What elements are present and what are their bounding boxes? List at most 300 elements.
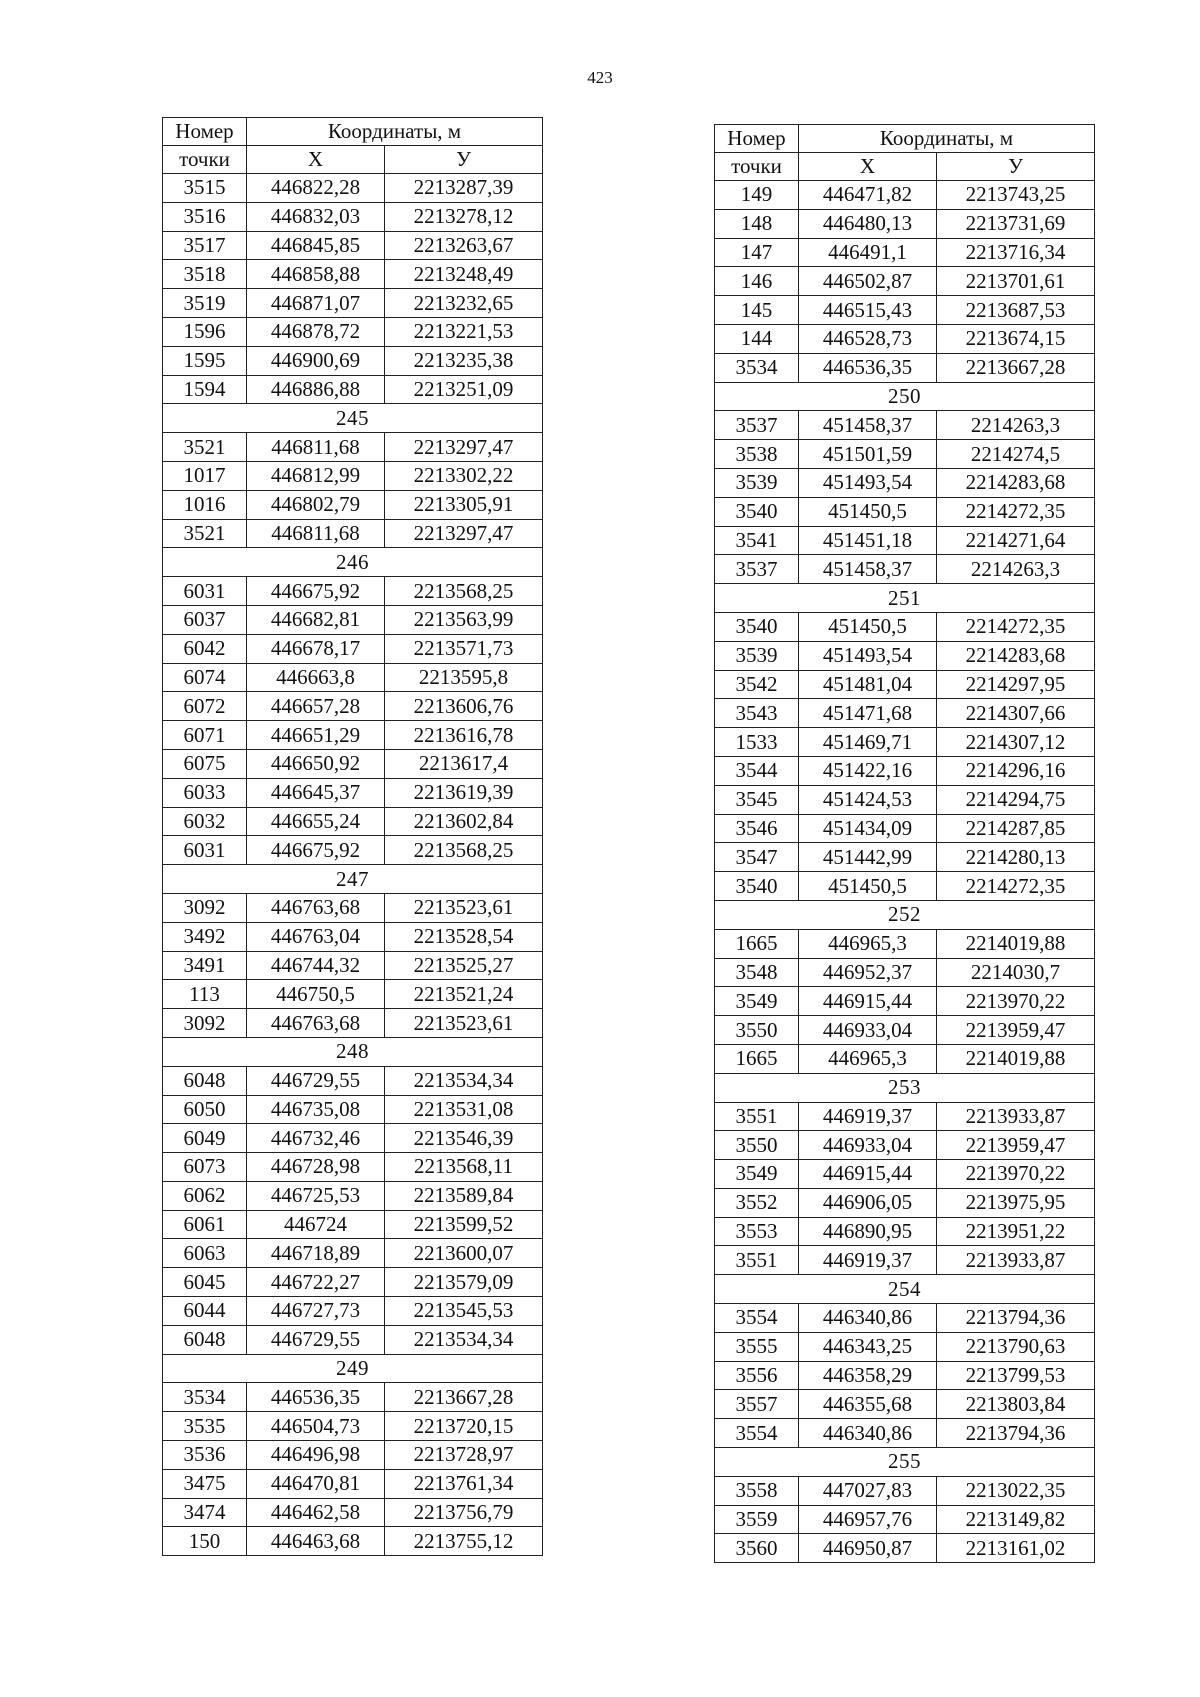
- table-row: [163, 778, 543, 807]
- table-row: [715, 872, 1095, 901]
- x-coordinate-cell: 446965,3: [799, 1044, 937, 1073]
- x-coordinate-cell: 446675,92: [247, 836, 385, 865]
- y-coordinate-cell: 2214296,16: [937, 756, 1095, 785]
- coordinates-table-right: [714, 124, 1095, 1563]
- table-row: [715, 756, 1095, 785]
- point-number-cell: 3551: [715, 1246, 799, 1275]
- point-number-cell: 3521: [163, 433, 247, 462]
- section-row: [715, 900, 1095, 929]
- point-number-cell: 6074: [163, 663, 247, 692]
- y-coordinate-cell: 2213667,28: [385, 1383, 543, 1412]
- coordinates-header: Координаты, м: [799, 125, 1095, 153]
- y-coordinate-cell: 2213579,09: [385, 1268, 543, 1297]
- x-coordinate-cell: 451458,37: [799, 555, 937, 584]
- table-row: [715, 526, 1095, 555]
- table-row: [163, 1527, 543, 1556]
- point-number-cell: 3547: [715, 843, 799, 872]
- y-coordinate-cell: 2214019,88: [937, 929, 1095, 958]
- y-coordinate-cell: 2213933,87: [937, 1102, 1095, 1131]
- table-row: [715, 843, 1095, 872]
- y-column-header: У: [385, 146, 543, 174]
- y-coordinate-cell: 2213959,47: [937, 1016, 1095, 1045]
- x-coordinate-cell: 446915,44: [799, 987, 937, 1016]
- y-coordinate-cell: 2213221,53: [385, 317, 543, 346]
- x-coordinate-cell: 446802,79: [247, 490, 385, 519]
- table-row: [163, 1095, 543, 1124]
- table-row: [715, 929, 1095, 958]
- table-row: [715, 1419, 1095, 1448]
- y-coordinate-cell: 2213756,79: [385, 1498, 543, 1527]
- y-coordinate-cell: 2213599,52: [385, 1210, 543, 1239]
- x-coordinate-cell: 446528,73: [799, 324, 937, 353]
- x-coordinate-cell: 446919,37: [799, 1102, 937, 1131]
- table-row: [163, 1066, 543, 1095]
- table-row: [163, 1239, 543, 1268]
- y-coordinate-cell: 2213568,25: [385, 577, 543, 606]
- table-row: [163, 1498, 543, 1527]
- x-coordinate-cell: 446491,1: [799, 238, 937, 267]
- x-coordinate-cell: 446845,85: [247, 231, 385, 260]
- y-coordinate-cell: 2213667,28: [937, 353, 1095, 382]
- table-row: [163, 346, 543, 375]
- y-coordinate-cell: 2213545,53: [385, 1297, 543, 1326]
- table-row: [715, 1361, 1095, 1390]
- table-row: [163, 289, 543, 318]
- point-number-cell: 145: [715, 296, 799, 325]
- point-number-cell: 6042: [163, 634, 247, 663]
- point-number-header: Номер: [715, 125, 799, 153]
- section-number: 247: [163, 865, 543, 894]
- coordinates-header: Координаты, м: [247, 118, 543, 146]
- y-coordinate-cell: 2213248,49: [385, 260, 543, 289]
- section-number: 249: [163, 1354, 543, 1383]
- y-coordinate-cell: 2213302,22: [385, 461, 543, 490]
- point-number-cell: 3545: [715, 785, 799, 814]
- y-coordinate-cell: 2213528,54: [385, 922, 543, 951]
- section-number: 251: [715, 584, 1095, 613]
- point-number-cell: 6037: [163, 605, 247, 634]
- table-row: [715, 1476, 1095, 1505]
- y-coordinate-cell: 2214019,88: [937, 1044, 1095, 1073]
- table-row: [715, 353, 1095, 382]
- x-coordinate-cell: 446536,35: [247, 1383, 385, 1412]
- table-row: [163, 980, 543, 1009]
- x-coordinate-cell: 446355,68: [799, 1390, 937, 1419]
- point-number-cell: 3554: [715, 1304, 799, 1333]
- y-coordinate-cell: 2213959,47: [937, 1131, 1095, 1160]
- point-number-cell: 3517: [163, 231, 247, 260]
- x-coordinate-cell: 451450,5: [799, 872, 937, 901]
- x-coordinate-cell: 446950,87: [799, 1534, 937, 1563]
- point-number-cell: 147: [715, 238, 799, 267]
- point-number-cell: 3550: [715, 1016, 799, 1045]
- point-number-cell: 6044: [163, 1297, 247, 1326]
- x-coordinate-cell: 446858,88: [247, 260, 385, 289]
- x-coordinate-cell: 446952,37: [799, 958, 937, 987]
- y-coordinate-cell: 2213602,84: [385, 807, 543, 836]
- y-coordinate-cell: 2213951,22: [937, 1217, 1095, 1246]
- table-row: [715, 209, 1095, 238]
- point-number-cell: 3535: [163, 1412, 247, 1441]
- y-coordinate-cell: 2214272,35: [937, 497, 1095, 526]
- x-coordinate-cell: 446812,99: [247, 461, 385, 490]
- table-row: [715, 1044, 1095, 1073]
- x-coordinate-cell: 446906,05: [799, 1188, 937, 1217]
- table-row: [163, 692, 543, 721]
- table-row: [163, 174, 543, 203]
- y-coordinate-cell: 2213568,11: [385, 1153, 543, 1182]
- table-row: [163, 260, 543, 289]
- point-number-cell: 1595: [163, 346, 247, 375]
- x-coordinate-cell: 446933,04: [799, 1131, 937, 1160]
- table-row: [715, 468, 1095, 497]
- y-coordinate-cell: 2213794,36: [937, 1304, 1095, 1333]
- y-coordinate-cell: 2213728,97: [385, 1441, 543, 1470]
- table-row: [715, 670, 1095, 699]
- x-coordinate-cell: 446957,76: [799, 1505, 937, 1534]
- y-coordinate-cell: 2214283,68: [937, 641, 1095, 670]
- y-coordinate-cell: 2213761,34: [385, 1469, 543, 1498]
- point-number-cell: 1594: [163, 375, 247, 404]
- y-coordinate-cell: 2213571,73: [385, 634, 543, 663]
- section-row: [163, 404, 543, 433]
- table-row: [715, 1217, 1095, 1246]
- x-coordinate-cell: 446340,86: [799, 1419, 937, 1448]
- point-number-cell: 3544: [715, 756, 799, 785]
- x-coordinate-cell: 446536,35: [799, 353, 937, 382]
- point-number-cell: 3475: [163, 1469, 247, 1498]
- table-row: [715, 612, 1095, 641]
- table-row: [163, 1297, 543, 1326]
- y-coordinate-cell: 2214280,13: [937, 843, 1095, 872]
- y-coordinate-cell: 2213970,22: [937, 1160, 1095, 1189]
- y-coordinate-cell: 2214272,35: [937, 612, 1095, 641]
- table-header: [715, 125, 1095, 181]
- table-row: [715, 1332, 1095, 1361]
- table-row: [715, 296, 1095, 325]
- point-number-cell: 3491: [163, 951, 247, 980]
- x-coordinate-cell: 446682,81: [247, 605, 385, 634]
- x-coordinate-cell: 446675,92: [247, 577, 385, 606]
- table-row: [715, 181, 1095, 210]
- table-row: [715, 1534, 1095, 1563]
- x-coordinate-cell: 451471,68: [799, 699, 937, 728]
- point-number-cell: 6063: [163, 1239, 247, 1268]
- table-row: [163, 433, 543, 462]
- table-row: [163, 519, 543, 548]
- point-number-subheader: точки: [715, 153, 799, 181]
- x-coordinate-cell: 446470,81: [247, 1469, 385, 1498]
- point-number-header: Номер: [163, 118, 247, 146]
- x-coordinate-cell: 446915,44: [799, 1160, 937, 1189]
- table-row: [163, 663, 543, 692]
- y-coordinate-cell: 2214307,66: [937, 699, 1095, 728]
- x-coordinate-cell: 446900,69: [247, 346, 385, 375]
- table-row: [715, 1016, 1095, 1045]
- point-number-cell: 3516: [163, 202, 247, 231]
- table-row: [163, 807, 543, 836]
- y-coordinate-cell: 2213523,61: [385, 1009, 543, 1038]
- x-coordinate-cell: 446471,82: [799, 181, 937, 210]
- table-row: [715, 785, 1095, 814]
- table-row: [163, 375, 543, 404]
- x-coordinate-cell: 446343,25: [799, 1332, 937, 1361]
- table-row: [715, 1102, 1095, 1131]
- y-coordinate-cell: 2213546,39: [385, 1124, 543, 1153]
- x-coordinate-cell: 451424,53: [799, 785, 937, 814]
- y-coordinate-cell: 2213297,47: [385, 433, 543, 462]
- y-coordinate-cell: 2213251,09: [385, 375, 543, 404]
- x-coordinate-cell: 451458,37: [799, 411, 937, 440]
- x-coordinate-cell: 446728,98: [247, 1153, 385, 1182]
- table-row: [163, 634, 543, 663]
- point-number-cell: 3521: [163, 519, 247, 548]
- table-row: [715, 641, 1095, 670]
- y-coordinate-cell: 2213674,15: [937, 324, 1095, 353]
- x-coordinate-cell: 451501,59: [799, 440, 937, 469]
- point-number-cell: 1596: [163, 317, 247, 346]
- y-coordinate-cell: 2213568,25: [385, 836, 543, 865]
- table-row: [715, 1304, 1095, 1333]
- point-number-cell: 1665: [715, 1044, 799, 1073]
- table-row: [715, 958, 1095, 987]
- x-coordinate-cell: 446732,46: [247, 1124, 385, 1153]
- point-number-cell: 3092: [163, 1009, 247, 1038]
- section-row: [715, 1073, 1095, 1102]
- table-header: [163, 118, 543, 174]
- table-row: [163, 577, 543, 606]
- section-number: 252: [715, 900, 1095, 929]
- point-number-subheader: точки: [163, 146, 247, 174]
- point-number-cell: 3537: [715, 411, 799, 440]
- section-number: 248: [163, 1037, 543, 1066]
- y-coordinate-cell: 2213287,39: [385, 174, 543, 203]
- point-number-cell: 3092: [163, 893, 247, 922]
- x-coordinate-cell: 446496,98: [247, 1441, 385, 1470]
- y-coordinate-cell: 2214272,35: [937, 872, 1095, 901]
- point-number-cell: 6048: [163, 1325, 247, 1354]
- y-coordinate-cell: 2214030,7: [937, 958, 1095, 987]
- table-row: [715, 555, 1095, 584]
- table-row: [163, 461, 543, 490]
- table-row: [715, 324, 1095, 353]
- table-body: [715, 181, 1095, 1563]
- point-number-cell: 6050: [163, 1095, 247, 1124]
- section-row: [163, 548, 543, 577]
- table-row: [715, 699, 1095, 728]
- table-row: [163, 1412, 543, 1441]
- x-coordinate-cell: 446811,68: [247, 519, 385, 548]
- point-number-cell: 3492: [163, 922, 247, 951]
- x-coordinate-cell: 446724: [247, 1210, 385, 1239]
- point-number-cell: 3557: [715, 1390, 799, 1419]
- x-coordinate-cell: 451481,04: [799, 670, 937, 699]
- table-row: [715, 1390, 1095, 1419]
- point-number-cell: 6045: [163, 1268, 247, 1297]
- table-row: [163, 1383, 543, 1412]
- y-coordinate-cell: 2214287,85: [937, 814, 1095, 843]
- section-number: 254: [715, 1275, 1095, 1304]
- point-number-cell: 6061: [163, 1210, 247, 1239]
- y-coordinate-cell: 2213600,07: [385, 1239, 543, 1268]
- section-row: [163, 1354, 543, 1383]
- x-coordinate-cell: 446878,72: [247, 317, 385, 346]
- x-coordinate-cell: 446763,68: [247, 1009, 385, 1038]
- x-coordinate-cell: 451434,09: [799, 814, 937, 843]
- point-number-cell: 3555: [715, 1332, 799, 1361]
- y-coordinate-cell: 2213534,34: [385, 1325, 543, 1354]
- x-coordinate-cell: 446763,04: [247, 922, 385, 951]
- section-row: [163, 1037, 543, 1066]
- y-coordinate-cell: 2213523,61: [385, 893, 543, 922]
- table-row: [163, 1009, 543, 1038]
- x-coordinate-cell: 451451,18: [799, 526, 937, 555]
- y-coordinate-cell: 2213521,24: [385, 980, 543, 1009]
- x-coordinate-cell: 446657,28: [247, 692, 385, 721]
- y-coordinate-cell: 2213278,12: [385, 202, 543, 231]
- x-coordinate-cell: 446340,86: [799, 1304, 937, 1333]
- x-column-header: Х: [799, 153, 937, 181]
- x-coordinate-cell: 446678,17: [247, 634, 385, 663]
- x-coordinate-cell: 447027,83: [799, 1476, 937, 1505]
- y-coordinate-cell: 2213933,87: [937, 1246, 1095, 1275]
- x-coordinate-cell: 451450,5: [799, 497, 937, 526]
- table-row: [163, 605, 543, 634]
- x-coordinate-cell: 446663,8: [247, 663, 385, 692]
- y-coordinate-cell: 2213687,53: [937, 296, 1095, 325]
- x-coordinate-cell: 446718,89: [247, 1239, 385, 1268]
- x-coordinate-cell: 446651,29: [247, 721, 385, 750]
- y-coordinate-cell: 2213701,61: [937, 267, 1095, 296]
- point-number-cell: 6048: [163, 1066, 247, 1095]
- y-coordinate-cell: 2213755,12: [385, 1527, 543, 1556]
- y-coordinate-cell: 2213799,53: [937, 1361, 1095, 1390]
- point-number-cell: 6032: [163, 807, 247, 836]
- x-coordinate-cell: 446763,68: [247, 893, 385, 922]
- y-coordinate-cell: 2214263,3: [937, 411, 1095, 440]
- point-number-cell: 6071: [163, 721, 247, 750]
- section-row: [715, 382, 1095, 411]
- y-coordinate-cell: 2214271,64: [937, 526, 1095, 555]
- point-number-cell: 6062: [163, 1181, 247, 1210]
- x-coordinate-cell: 446919,37: [799, 1246, 937, 1275]
- x-coordinate-cell: 451493,54: [799, 641, 937, 670]
- point-number-cell: 3546: [715, 814, 799, 843]
- table-row: [163, 1124, 543, 1153]
- point-number-cell: 3474: [163, 1498, 247, 1527]
- y-coordinate-cell: 2213263,67: [385, 231, 543, 260]
- y-coordinate-cell: 2213531,08: [385, 1095, 543, 1124]
- table-row: [715, 440, 1095, 469]
- y-coordinate-cell: 2213235,38: [385, 346, 543, 375]
- table-row: [715, 238, 1095, 267]
- x-coordinate-cell: 446744,32: [247, 951, 385, 980]
- table-row: [715, 814, 1095, 843]
- section-row: [163, 865, 543, 894]
- section-row: [715, 1448, 1095, 1477]
- point-number-cell: 3558: [715, 1476, 799, 1505]
- y-coordinate-cell: 2214297,95: [937, 670, 1095, 699]
- point-number-cell: 3560: [715, 1534, 799, 1563]
- y-coordinate-cell: 2214294,75: [937, 785, 1095, 814]
- y-coordinate-cell: 2213619,39: [385, 778, 543, 807]
- point-number-cell: 3540: [715, 872, 799, 901]
- x-coordinate-cell: 446722,27: [247, 1268, 385, 1297]
- y-coordinate-cell: 2213794,36: [937, 1419, 1095, 1448]
- point-number-cell: 3548: [715, 958, 799, 987]
- x-coordinate-cell: 446727,73: [247, 1297, 385, 1326]
- y-coordinate-cell: 2214283,68: [937, 468, 1095, 497]
- y-coordinate-cell: 2213022,35: [937, 1476, 1095, 1505]
- x-coordinate-cell: 451450,5: [799, 612, 937, 641]
- table-body: [163, 174, 543, 1556]
- point-number-cell: 150: [163, 1527, 247, 1556]
- x-coordinate-cell: 446890,95: [799, 1217, 937, 1246]
- y-coordinate-cell: 2214274,5: [937, 440, 1095, 469]
- y-coordinate-cell: 2213149,82: [937, 1505, 1095, 1534]
- table-row: [163, 490, 543, 519]
- table-row: [715, 1246, 1095, 1275]
- point-number-cell: 1017: [163, 461, 247, 490]
- point-number-cell: 146: [715, 267, 799, 296]
- point-number-cell: 3554: [715, 1419, 799, 1448]
- point-number-cell: 3541: [715, 526, 799, 555]
- table-row: [715, 1160, 1095, 1189]
- table-row: [163, 749, 543, 778]
- x-coordinate-cell: 446965,3: [799, 929, 937, 958]
- point-number-cell: 3538: [715, 440, 799, 469]
- x-coordinate-cell: 446645,37: [247, 778, 385, 807]
- point-number-cell: 3537: [715, 555, 799, 584]
- x-coordinate-cell: 446933,04: [799, 1016, 937, 1045]
- point-number-cell: 6031: [163, 836, 247, 865]
- y-coordinate-cell: 2213305,91: [385, 490, 543, 519]
- x-coordinate-cell: 446480,13: [799, 209, 937, 238]
- point-number-cell: 3534: [163, 1383, 247, 1412]
- point-number-cell: 3542: [715, 670, 799, 699]
- table-row: [163, 1268, 543, 1297]
- y-coordinate-cell: 2213720,15: [385, 1412, 543, 1441]
- y-coordinate-cell: 2213975,95: [937, 1188, 1095, 1217]
- x-coordinate-cell: 446358,29: [799, 1361, 937, 1390]
- table-row: [715, 411, 1095, 440]
- section-number: 250: [715, 382, 1095, 411]
- x-coordinate-cell: 446463,68: [247, 1527, 385, 1556]
- x-coordinate-cell: 446462,58: [247, 1498, 385, 1527]
- y-coordinate-cell: 2213803,84: [937, 1390, 1095, 1419]
- point-number-cell: 113: [163, 980, 247, 1009]
- y-coordinate-cell: 2213595,8: [385, 663, 543, 692]
- y-coordinate-cell: 2213563,99: [385, 605, 543, 634]
- page-number: 423: [587, 68, 613, 87]
- point-number-cell: 3534: [715, 353, 799, 382]
- x-coordinate-cell: 446729,55: [247, 1325, 385, 1354]
- point-number-cell: 3556: [715, 1361, 799, 1390]
- y-coordinate-cell: 2213534,34: [385, 1066, 543, 1095]
- table-row: [715, 497, 1095, 526]
- point-number-cell: 3539: [715, 641, 799, 670]
- x-coordinate-cell: 446502,87: [799, 267, 937, 296]
- table-row: [715, 728, 1095, 757]
- x-coordinate-cell: 451469,71: [799, 728, 937, 757]
- y-coordinate-cell: 2213161,02: [937, 1534, 1095, 1563]
- section-row: [715, 584, 1095, 613]
- y-coordinate-cell: 2213970,22: [937, 987, 1095, 1016]
- point-number-cell: 3553: [715, 1217, 799, 1246]
- table-row: [715, 267, 1095, 296]
- point-number-cell: 149: [715, 181, 799, 210]
- table-row: [163, 1210, 543, 1239]
